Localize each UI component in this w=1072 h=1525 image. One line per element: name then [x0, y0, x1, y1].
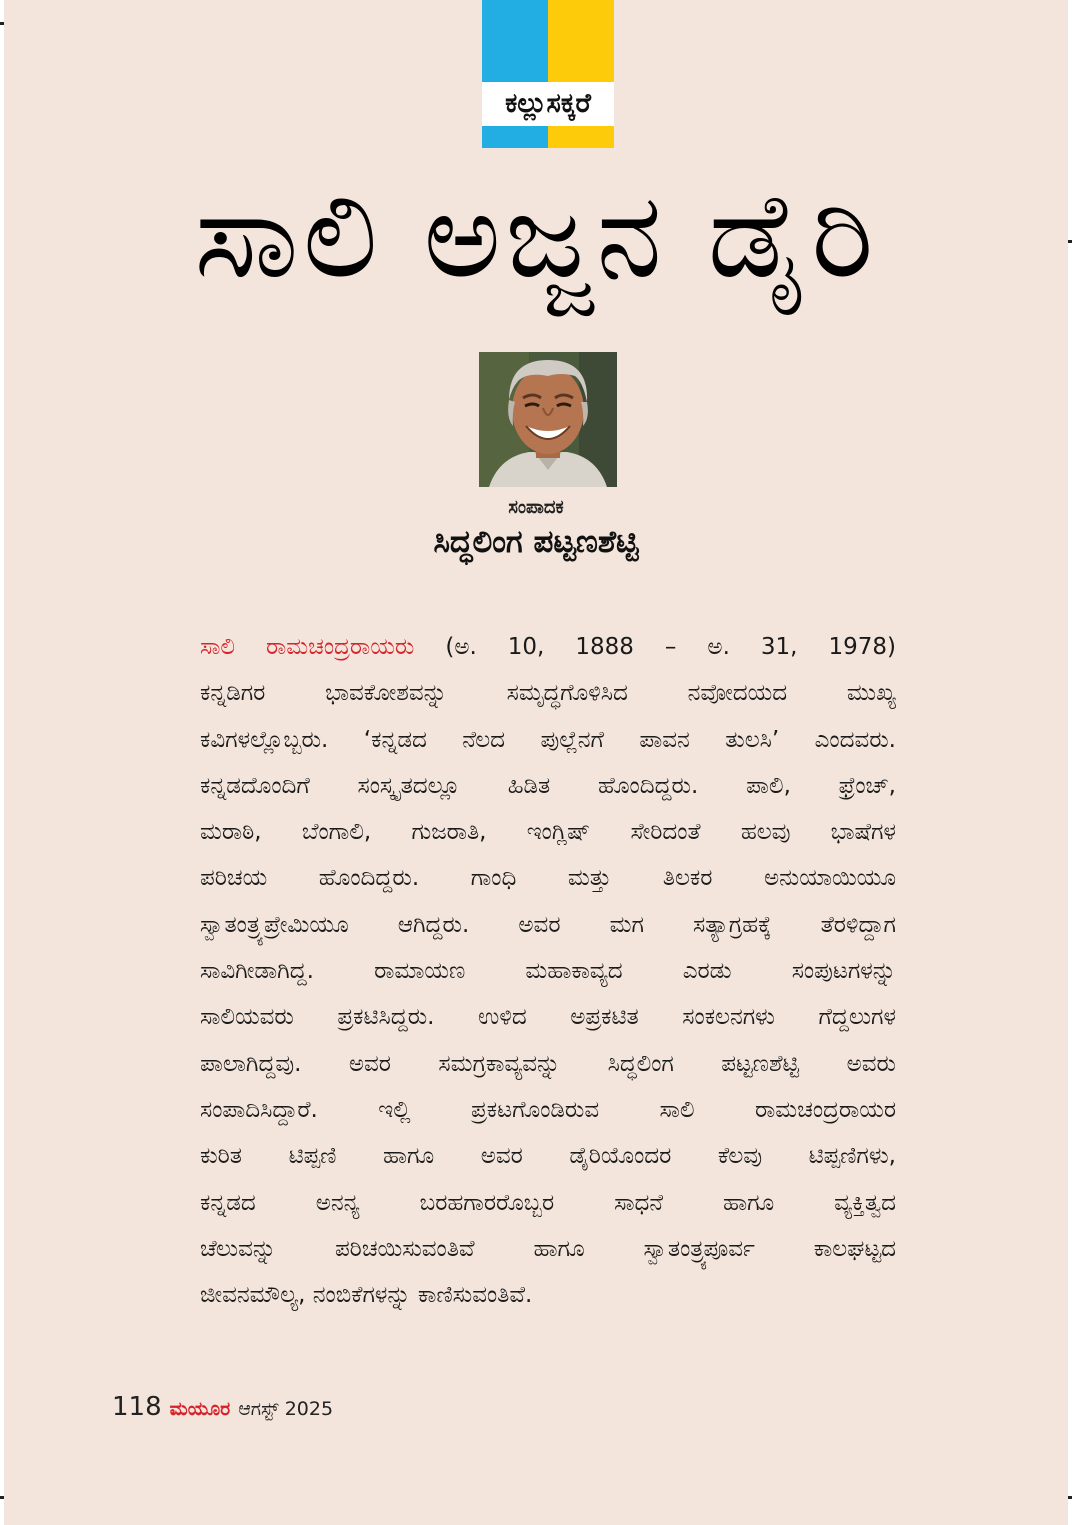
crop-mark-bottom-right [1068, 1496, 1072, 1499]
editor-label: ಸಂಪಾದಕ [508, 497, 564, 518]
intro-line: ಕನ್ನಡದ ಅನನ್ಯ ಬರಹಗಾರರೊಬ್ಬರ ಸಾಧನೆ ಹಾಗೂ ವ್ಯಕ್ತಿತ್ವದ [200, 1189, 896, 1216]
editor-portrait-illustration [479, 352, 617, 487]
section-logo [482, 0, 614, 150]
intro-line: ಕುರಿತ ಟಿಪ್ಪಣಿ ಹಾಗೂ ಅವರ ಡೈರಿಯೊಂದರ ಕೆಲವು ಟಿಪ್ಪಣಿಗಳು, [200, 1143, 896, 1170]
page-number: 118 [112, 1392, 162, 1422]
editor-photo [479, 352, 617, 487]
page-footer [112, 1392, 333, 1428]
intro-line: ಕನ್ನಡದೊಂದಿಗೆ ಸಂಸ್ಕೃತದಲ್ಲೂ ಹಿಡಿತ ಹೊಂದಿದ್ದರು. ಪಾಲಿ, ಫ್ರೆಂಚ್, [200, 772, 896, 799]
intro-line: ಕವಿಗಳಲ್ಲೊಬ್ಬರು. ‘ಕನ್ನಡದ ನೆಲದ ಪುಲ್ಲೆನಗೆ ಪಾವನ ತುಲಸಿ’ ಎಂದವರು. [200, 726, 896, 753]
editor-name: ಸಿದ್ಧಲಿಂಗ ಪಟ್ಟಣಶೆಟ್ಟಿ [433, 524, 639, 560]
intro-line: ಕನ್ನಡಿಗರ ಭಾವಕೋಶವನ್ನು ಸಮೃದ್ಧಗೊಳಿಸಿದ ನವೋದಯದ ಮುಖ್ಯ [200, 680, 896, 707]
poet-lifespan: (ಅ. 10, 1888 – ಅ. 31, 1978) [445, 634, 896, 660]
logo-yellow-block-bottom [548, 126, 614, 148]
crop-mark-bottom-left [0, 1496, 4, 1499]
intro-line: ಸಂಪಾದಿಸಿದ್ದಾರೆ. ಇಲ್ಲಿ ಪ್ರಕಟಗೊಂಡಿರುವ ಸಾಲಿ ರಾಮಚಂದ್ರರಾಯರ [200, 1096, 896, 1123]
section-logo-text: ಕಲ್ಲುಸಕ್ಕರೆ [505, 88, 591, 119]
logo-blue-block-top [482, 0, 548, 82]
logo-blue-block-bottom [482, 126, 548, 148]
intro-line: ಜೀವನಮೌಲ್ಯ, ನಂಬಿಕೆಗಳನ್ನು ಕಾಣಿಸುವಂತಿವೆ. [200, 1282, 533, 1309]
logo-yellow-block-top [548, 0, 614, 82]
magazine-name: ಮಯೂರ [169, 1398, 231, 1420]
intro-line: ಮರಾಠಿ, ಬೆಂಗಾಲಿ, ಗುಜರಾತಿ, ಇಂಗ್ಲಿಷ್ ಸೇರಿದಂತೆ ಹಲವು ಭಾಷೆಗಳ [200, 819, 896, 846]
intro-line: ಚೆಲುವನ್ನು ಪರಿಚಯಿಸುವಂತಿವೆ ಹಾಗೂ ಸ್ವಾತಂತ್ರ್ಯಪೂರ್ವ ಕಾಲಘಟ್ಟದ [200, 1235, 896, 1262]
intro-line: ಸ್ವಾತಂತ್ರ್ಯಪ್ರೇಮಿಯೂ ಆಗಿದ್ದರು. ಅವರ ಮಗ ಸತ್ಯಾಗ್ರಹಕ್ಕೆ ತೆರಳಿದ್ದಾಗ [200, 911, 896, 938]
intro-line: ಪಾಲಾಗಿದ್ದವು. ಅವರ ಸಮಗ್ರಕಾವ್ಯವನ್ನು ಸಿದ್ಧಲಿಂಗ ಪಟ್ಟಣಶೆಟ್ಟಿ ಅವರು [200, 1050, 896, 1077]
crop-mark-top-left [0, 22, 4, 25]
article-title: ಸಾಲಿ ಅಜ್ಜನ ಡೈರಿ [194, 166, 878, 304]
issue-date: ಆಗಸ್ಟ್ 2025 [238, 1398, 334, 1420]
intro-line-1 [200, 624, 896, 670]
poet-name-highlight: ಸಾಲಿ ರಾಮಚಂದ್ರರಾಯರು [200, 634, 415, 660]
intro-lines [200, 670, 896, 1318]
intro-line: ಸಾವಿಗೀಡಾಗಿದ್ದ. ರಾಮಾಯಣ ಮಹಾಕಾವ್ಯದ ಎರಡು ಸಂಪುಟಗಳನ್ನು [200, 958, 896, 985]
intro-line: ಸಾಲಿಯವರು ಪ್ರಕಟಿಸಿದ್ದರು. ಉಳಿದ ಅಪ್ರಕಟಿತ ಸಂಕಲನಗಳು ಗೆದ್ದಲುಗಳ [200, 1004, 896, 1031]
article-intro [200, 624, 896, 1318]
intro-line: ಪರಿಚಯ ಹೊಂದಿದ್ದರು. ಗಾಂಧಿ ಮತ್ತು ತಿಲಕರ ಅನುಯಾಯಿಯೂ [200, 865, 896, 892]
